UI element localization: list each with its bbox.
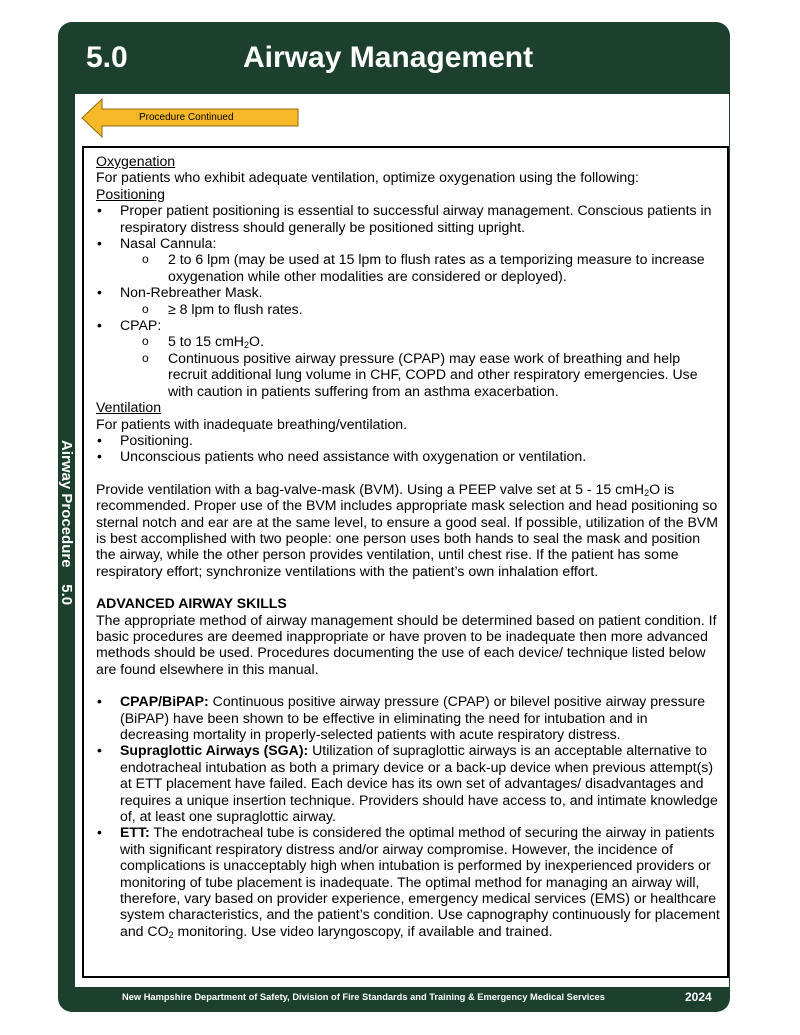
- list-item: • Non-Rebreather Mask. o ≥ 8 lpm to flush rates.: [96, 284, 720, 317]
- oxygenation-intro: For patients who exhibit adequate ventilation, optimize oxygenation using the following:: [96, 169, 639, 186]
- section-number: 5.0: [86, 41, 128, 74]
- side-tab-label: Airway Procedure 5.0: [58, 440, 75, 606]
- list-item: o 5 to 15 cmH$_2$O.: [120, 333, 720, 349]
- list-item: o 2 to 6 lpm (may be used at 15 lpm to flush rates as a temporizing measure to increase oxygenation while other modalities are considered or deployed).: [120, 251, 720, 284]
- list-item: • CPAP: o 5 to 15 cmH$_2$O. o Continuous positive airway pressure (CPAP) may ease work of breathing and help recruit additional lung volume in CHF, COPD and other respiratory emergencies. Use with caution in patients suffering from an asthma exacerbation.: [96, 317, 720, 399]
- ventilation-list: [96, 432, 720, 465]
- advanced-intro: The appropriate method of airway management should be determined based on patient condition. If basic procedures are deemed inappropriate or have proven to be inadequate then more advanced methods should be used. Procedures documenting the use of each device/ technique listed below are found elsewhere in this manual.: [96, 611, 717, 677]
- oxygenation-heading: Oxygenation: [96, 153, 176, 169]
- list-item: • ETT: The endotracheal tube is considered the optimal method of securing the airway in patients with significant respiratory distress and/or airway compromise. However, the incidence of complications is unacceptably high when intubation is performed by inexperienced providers or monitoring of tube placement is inadequate. The optimal method for managing an airway will, therefore, vary based on provider experience, emergency medical services (EMS) or healthcare system characteristics, and the patient’s condition. Use capnography continuously for placement and $CO_2$ monitoring. Use video laryngoscopy, if available and trained.: [96, 824, 720, 939]
- list-item: • Positioning.: [96, 432, 720, 448]
- content: [96, 153, 720, 939]
- footer-year: 2024: [685, 990, 712, 1004]
- procedure-continued-label[interactable]: Procedure Continued: [139, 112, 234, 123]
- list-item: o Continuous positive airway pressure (CPAP) may ease work of breathing and help recruit additional lung volume in CHF, COPD and other respiratory emergencies. Use with caution in patients suffering from an asthma exacerbation.: [120, 350, 720, 399]
- advanced-list: [96, 693, 720, 939]
- oxygenation-list: [96, 202, 720, 399]
- page-title: Airway Management: [243, 41, 534, 74]
- advanced-heading: ADVANCED AIRWAY SKILLS: [96, 595, 287, 612]
- list-item: • Proper patient positioning is essential to successful airway management. Conscious patients in respiratory distress should generally be positioned sitting upright.: [96, 202, 720, 235]
- list-item: • Supraglottic Airways (SGA): Utilization of supraglottic airways is an acceptable alternative to endotracheal intubation as both a primary device or a back-up device when previous attempt(s) at ETT placement have failed. Each device has its own set of advantages/ disadvantages and requires a unique insertion technique. Providers should have access to, and intimate knowledge of, at least one supraglottic airway.: [96, 742, 720, 824]
- ventilation-intro: For patients with inadequate breathing/ventilation.: [96, 415, 408, 432]
- ventilation-heading: Ventilation: [96, 399, 162, 416]
- list-item: o ≥ 8 lpm to flush rates.: [120, 301, 720, 317]
- footer-org: New Hampshire Department of Safety, Division of Fire Standards and Training & Emergency Medical Services: [122, 992, 605, 1002]
- list-item: • CPAP/BiPAP: Continuous positive airway pressure (CPAP) or bilevel positive airway pressure (BiPAP) have been shown to be effective in eliminating the need for intubation and in decreasing mortality in properly-selected patients with acute respiratory distress.: [96, 693, 720, 742]
- positioning-heading: Positioning: [96, 185, 165, 202]
- ventilation-paragraph: Provide ventilation with a bag-valve-mask (BVM). Using a PEEP valve set at 5 - 15 cmH$_2$O is recommended. Proper use of the BVM includes appropriate mask selection and head positioning so sternal notch and ear are at the same level, to ensure a good seal. If possible, utilization of the BVM is best accomplished with two people: one person uses both hands to seal the mask and position the airway, while the other person provides ventilation, until chest rise. If the patient has some respiratory effort; synchronize ventilations with the patient’s own inhalation effort.: [96, 480, 719, 579]
- list-item: • Nasal Cannula: o 2 to 6 lpm (may be used at 15 lpm to flush rates as a temporizing measure to increase oxygenation while other modalities are considered or deployed).: [96, 235, 720, 284]
- list-item: • Unconscious patients who need assistance with oxygenation or ventilation.: [96, 448, 720, 464]
